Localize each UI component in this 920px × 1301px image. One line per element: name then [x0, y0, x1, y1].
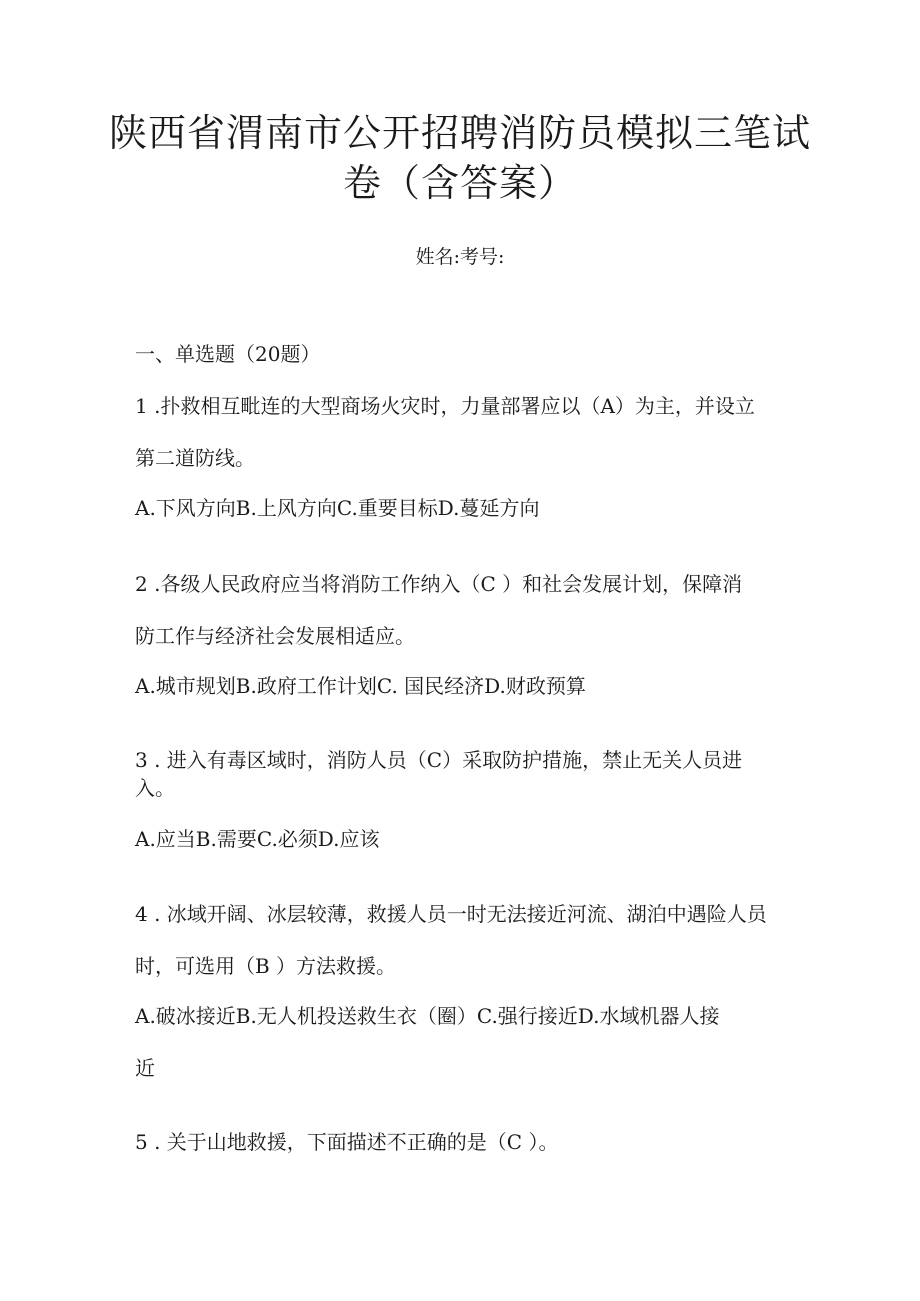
question-4-stem: 4 . 冰域开阔、冰层较薄，救援人员一时无法接近河流、湖泊中遇险人员: [135, 902, 767, 926]
question-3-options: A.应当B.需要C.必须D.应该: [135, 827, 380, 851]
section-heading: 一、单选题（20题）: [135, 342, 321, 366]
question-4-options: A.破冰接近B.无人机投送救生衣（圈）C.强行接近D.水域机器人接: [135, 1004, 720, 1028]
question-4-stem-cont: 时，可选用（B ）方法救援。: [135, 954, 397, 978]
question-3-stem: 3 . 进入有毒区域时，消防人员（C）采取防护措施，禁止无关人员进: [135, 748, 743, 772]
question-1-stem-cont: 第二道防线。: [135, 446, 255, 470]
question-2-stem-cont: 防工作与经济社会发展相适应。: [135, 624, 415, 648]
question-4-options-cont: 近: [135, 1056, 155, 1080]
document-title-line1: 陕西省渭南市公开招聘消防员模拟三笔试: [108, 111, 811, 155]
question-2-stem: 2 .各级人民政府应当将消防工作纳入（C ）和社会发展计划，保障消: [135, 572, 743, 596]
question-2-options: A.城市规划B.政府工作计划C. 国民经济D.财政预算: [135, 674, 586, 698]
question-1-options: A.下风方向B.上风方向C.重要目标D.蔓延方向: [135, 496, 540, 520]
question-5-stem: 5 . 关于山地救援，下面描述不正确的是（C ）。: [135, 1130, 559, 1154]
candidate-info: 姓名:考号:: [415, 246, 505, 268]
question-3-stem-cont: 入。: [135, 776, 175, 800]
question-1-stem: 1 .扑救相互毗连的大型商场火灾时，力量部署应以（A）为主，并设立: [135, 394, 755, 418]
document-title-line2: 卷（含答案）: [342, 161, 577, 205]
